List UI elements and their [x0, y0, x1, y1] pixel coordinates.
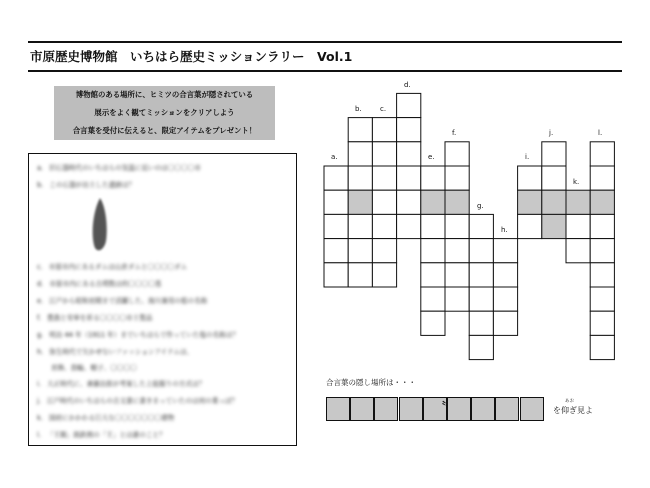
question-e: e. 江戸から昭和初期まで活躍した、海川兼用の船の名称: [37, 297, 208, 305]
question-j: j. 江戸時代のいちはらの古文書に書きまっていたのは何の業っぽ？: [37, 397, 239, 405]
clue-label-c: c.: [380, 105, 387, 113]
clue-label-a: a.: [331, 153, 338, 161]
crossword-cell: [590, 287, 614, 311]
answer-cell: [374, 397, 398, 421]
crossword-cell: [397, 118, 421, 142]
dakuten-hint: 〝: [436, 402, 446, 413]
crossword-cell: [493, 239, 517, 263]
crossword-cell: [445, 287, 469, 311]
crossword-cell: [421, 287, 445, 311]
crossword-cell: [542, 166, 566, 190]
instruction-line: 博物館のある場所に、ヒミツの合言葉が隠されている: [75, 90, 254, 99]
clue-label-b: b.: [355, 105, 362, 113]
crossword-cell: [421, 190, 445, 214]
answer-suffix: を仰ぎ見よ: [553, 406, 593, 415]
crossword-cell: [445, 166, 469, 190]
crossword-cell: [493, 311, 517, 335]
clue-label-h: h.: [501, 226, 508, 234]
question-h-options: 首飾、指輪、帽子、〇〇〇〇: [51, 364, 137, 372]
clue-label-d: d.: [404, 81, 411, 89]
crossword-cell: [445, 263, 469, 287]
crossword-cell: [542, 190, 566, 214]
question-c: c. 市原市内にあるダムは山倉ダムと〇〇〇〇ダム: [37, 263, 188, 271]
question-a: a. 旧石器時代のいちはらの気温に近いのは〇〇〇〇市: [37, 164, 201, 172]
question-k: k. 国府にかかわる巨大な〇〇〇〇〇〇〇建物: [37, 414, 175, 422]
question-b: b. この石器が出土した遺跡は？: [37, 181, 136, 189]
clue-label-l: l.: [598, 129, 603, 137]
crossword-cell: [421, 311, 445, 335]
crossword-cell: [348, 190, 372, 214]
question-g: g. 明治 44 年（1911 年）までいちはらで作っていた塩の名称は？: [37, 331, 239, 339]
clue-label-e: e.: [428, 153, 435, 161]
question-i: i. 大正時代に、斎藤治郎が考案した上総掘りの方式は？: [37, 380, 206, 388]
crossword-cell: [324, 214, 348, 238]
answer-caption: 合言葉の隠し場所は・・・: [326, 378, 416, 387]
crossword-cell: [445, 214, 469, 238]
crossword-cell: [372, 118, 396, 142]
crossword-cell: [445, 190, 469, 214]
crossword-cell: [324, 239, 348, 263]
question-f: f. 豊漁と安寧を祈る〇〇〇〇市土製品: [37, 314, 153, 322]
crossword-cell: [542, 142, 566, 166]
crossword-cell: [445, 142, 469, 166]
crossword-cell: [590, 166, 614, 190]
crossword-cell: [518, 190, 542, 214]
crossword-cell: [372, 190, 396, 214]
answer-cell: [350, 397, 374, 421]
crossword-cell: [324, 263, 348, 287]
crossword-cell: [566, 190, 590, 214]
crossword-cell: [493, 263, 517, 287]
answer-cell: [471, 397, 495, 421]
crossword-cell: [590, 263, 614, 287]
crossword-cell: [469, 214, 493, 238]
crossword-cell: [421, 263, 445, 287]
crossword-cell: [518, 166, 542, 190]
crossword-cell: [469, 287, 493, 311]
crossword-cell: [566, 214, 590, 238]
crossword-cell: [372, 142, 396, 166]
crossword-cell: [372, 263, 396, 287]
crossword-cell: [590, 142, 614, 166]
answer-cell: [520, 397, 544, 421]
crossword-cell: [469, 311, 493, 335]
question-l: l. 「王賜」銘鉄剣の「王」とは誰のこと？: [37, 431, 166, 439]
crossword-cell: [469, 263, 493, 287]
crossword-cell: [372, 239, 396, 263]
ruby-reading: あお: [565, 399, 574, 404]
crossword-cell: [348, 166, 372, 190]
crossword-cell: [421, 239, 445, 263]
answer-cell: [495, 397, 519, 421]
crossword-cell: [469, 239, 493, 263]
crossword-cell: [421, 166, 445, 190]
instruction-line: 合言葉を受付に伝えると、限定アイテムをプレゼント！: [72, 126, 257, 135]
crossword-cell: [590, 190, 614, 214]
crossword-cell: [590, 311, 614, 335]
crossword-cell: [397, 142, 421, 166]
clue-label-f: f.: [452, 129, 457, 137]
crossword-cell: [372, 166, 396, 190]
crossword-cell: [469, 335, 493, 359]
crossword-cell: [348, 142, 372, 166]
crossword-cell: [348, 214, 372, 238]
crossword-cell: [397, 166, 421, 190]
crossword-cell: [542, 214, 566, 238]
crossword-cell: [324, 190, 348, 214]
instruction-line: 展示をよく観てミッションをクリアしよう: [94, 108, 235, 117]
crossword-cell: [421, 214, 445, 238]
crossword-cell: [348, 263, 372, 287]
crossword-cell: [566, 239, 590, 263]
answer-cell: [399, 397, 423, 421]
crossword-cell: [590, 239, 614, 263]
clue-label-j: j.: [549, 129, 554, 137]
crossword-cell: [324, 166, 348, 190]
crossword-cell: [493, 287, 517, 311]
clue-label-k: k.: [573, 178, 580, 186]
crossword-cell: [348, 239, 372, 263]
answer-cell: [326, 397, 350, 421]
crossword-cell: [348, 118, 372, 142]
question-d: d. 市原市内にある古墳数は約〇〇〇〇基: [37, 280, 162, 288]
crossword-cell: [590, 335, 614, 359]
crossword-cell: [397, 190, 421, 214]
crossword-cell: [590, 214, 614, 238]
clue-label-g: g.: [477, 202, 484, 210]
crossword-cell: [397, 93, 421, 117]
crossword-cell: [397, 214, 421, 238]
answer-cell: [447, 397, 471, 421]
crossword-cell: [518, 214, 542, 238]
crossword-cell: [372, 214, 396, 238]
clue-label-i: i.: [525, 153, 530, 161]
crossword-cell: [445, 239, 469, 263]
question-h: h. 弥生時代で欠かせないファッションアイテムは、: [37, 348, 194, 356]
page-title: 市原歴史博物館 いちはら歴史ミッションラリー Vol.1: [30, 49, 353, 64]
